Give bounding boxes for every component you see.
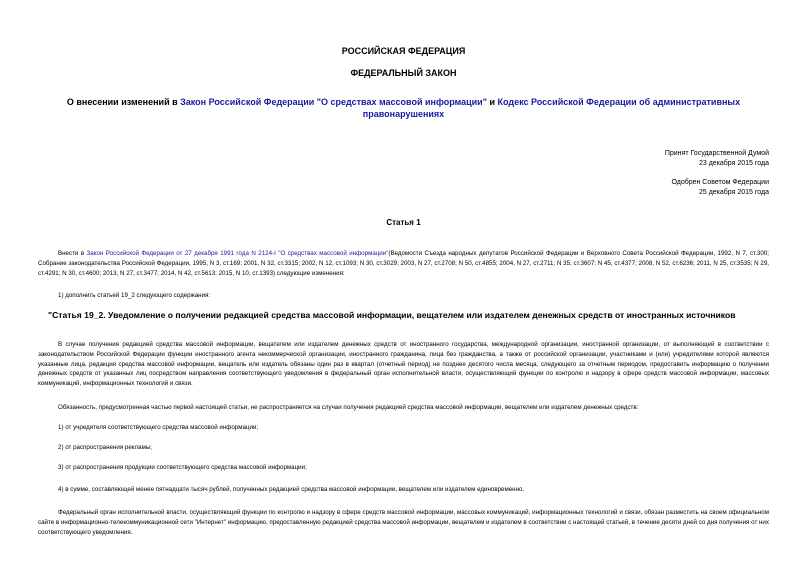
law-title <box>60 96 747 120</box>
intro-prefix: Внести в <box>58 250 87 257</box>
article-intro <box>38 249 769 278</box>
sub-item-4: 4) в сумме, составляющей менее пятнадцати тысяч рублей, полученных редакцией средства массовой информации, вещателем или издателем единовременно. <box>58 486 525 493</box>
title-prefix: О внесении изменений в <box>66 97 181 107</box>
sub-item-1: 1) от учредителя соответствующего средства массовой информации; <box>58 424 259 431</box>
sub-item-2: 2) от распространения рекламы; <box>58 444 153 451</box>
item-1: 1) дополнить статьей 19_2 следующего содержания: <box>58 292 211 299</box>
duma-line-2: 23 декабря 2015 года <box>698 160 769 167</box>
country-heading: РОССИЙСКАЯ ФЕДЕРАЦИЯ <box>341 46 466 56</box>
section-paragraph-3: Федеральный орган исполнительной власти, осуществляющий функции по контролю и надзору в сфере средств массовой информации, массовых коммуникаций, информационных технологий и связи, обязан разместить на своем официальном сайте в информационно-телекоммуникационной сети "Интернет" информацию, предоставленную редакцией средства массовой информации, вещателем и издателем в соответствии с настоящей статьей, в течение десяти дней со дня получения от них соответствующего уведомления. <box>38 509 769 536</box>
title-link-admin-code[interactable]: Кодекс Российской Федерации об административных правонарушениях <box>362 97 741 119</box>
council-line-1: Одобрен Советом Федерации <box>671 179 769 186</box>
intro-link-media-law[interactable]: Закон Российской Федерации от 27 декабря 1991 года N 2124-I "О средствах массовой информации" <box>86 250 389 257</box>
title-link-media-law[interactable]: Закон Российской Федерации "О средствах массовой информации" <box>180 97 487 107</box>
article-heading: Статья 1 <box>386 218 421 227</box>
title-mid: и <box>486 97 498 107</box>
council-approval <box>671 178 769 198</box>
doc-type-heading: ФЕДЕРАЛЬНЫЙ ЗАКОН <box>350 68 457 78</box>
section-heading: "Статья 19_2. Уведомление о получении редакцией средства массовой информации, вещателем или издателем денежных средств от иностранных источников <box>48 310 736 320</box>
council-line-2: 25 декабря 2015 года <box>698 189 769 196</box>
section-paragraph-2: Обязанность, предусмотренная частью первой настоящей статьи, не распространяется на случаи получения редакцией средства массовой информации, вещателем или издателем денежных средств: <box>58 404 639 411</box>
duma-line-1: Принят Государственной Думой <box>664 150 769 157</box>
sub-item-3: 3) от распространения продукции соответствующего средства массовой информации; <box>58 464 307 471</box>
section-paragraph-1: В случае получения редакцией средства массовой информации, вещателем или издателем денежных средств от иностранного государства, международной организации, иностранной организации, от выполняющей в соответствии с законодательством Российской Федерации функции иностранного агента некоммерческой организации, иностранного гражданина, лица без гражданства, а также от российской организации, участниками и (или) учредителями которой являются указанные лица, редакция средства массовой информации, вещатель или издатель обязаны один раз в квартал (отчетный период) не позднее десятого числа месяца, следующего за отчетным периодом, предоставить информацию о получении денежных средств от указанных лиц посредством направления соответствующего уведомления в федеральный орган исполнительной власти, осуществляющий функции по контролю и надзору в сфере средств массовой информации, массовых коммуникаций, информационных технологий и связи. <box>38 341 769 388</box>
intro-citations: (Ведомости Съезда народных депутатов Российской Федерации и Верховного Совета Российской Федерации, 1992, N 7, ст.300; Собрание законодательства Российской Федерации, 1995, N 3, ст.169; 2001, N 32, ст.3315; 2002, N 12, ст.1093; N 30, ст.3029; 2003, N 27, ст.2708; N 50, ст.4855; 2004, N 27, ст.2711; N 35, ст.3607; N 45, ст.4377; 2008, N 52, ст.6236; 2011, N 25, ст.3535; N 29, ст.4291; N 30, ст.4600; 2013, N 27, ст.3477; 2014, N 42, ст.5613; 2015, N 10, ст.1393) следующие изменения: <box>38 250 769 277</box>
duma-adoption <box>665 149 769 169</box>
